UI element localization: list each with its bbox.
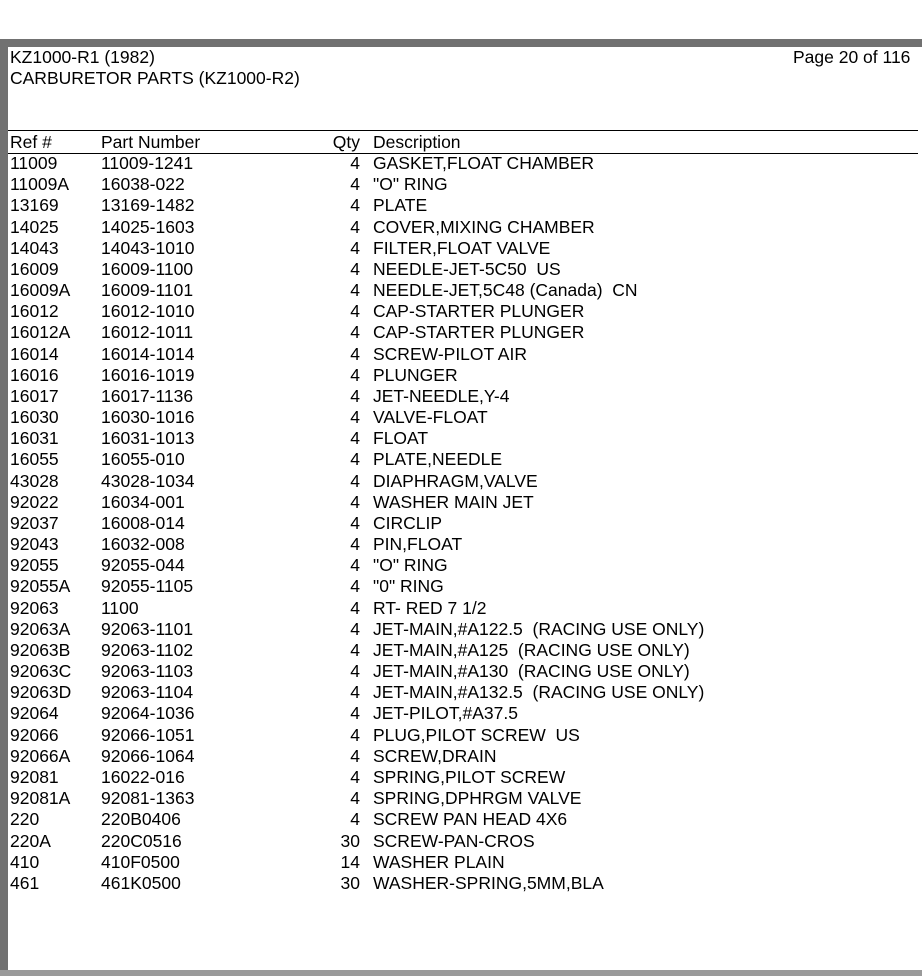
qty-cell: 4 [350, 766, 360, 787]
part-number-cell: 16016-1019 [101, 364, 195, 385]
part-number-cell: 16034-001 [101, 491, 185, 512]
part-number-cell: 92066-1051 [101, 724, 195, 745]
table-row [8, 809, 918, 830]
ref-cell: 14025 [10, 216, 59, 237]
table-row [8, 746, 918, 767]
ref-cell: 16017 [10, 385, 59, 406]
part-number-cell: 16031-1013 [101, 428, 195, 449]
table-row [8, 428, 918, 449]
ref-cell: 92081A [10, 788, 71, 809]
viewer-top-band [0, 0, 922, 39]
qty-cell: 4 [350, 174, 360, 195]
table-row [8, 788, 918, 809]
description-cell: WASHER-SPRING,5MM,BLA [373, 872, 604, 893]
qty-cell: 4 [350, 343, 360, 364]
qty-cell: 4 [350, 639, 360, 660]
part-number-cell: 16017-1136 [101, 385, 194, 406]
table-row [8, 386, 918, 407]
viewer-frame-left [0, 39, 8, 976]
qty-cell: 4 [350, 280, 360, 301]
table-row [8, 852, 918, 873]
description-cell: JET-PILOT,#A37.5 [373, 703, 518, 724]
ref-cell: 461 [10, 872, 40, 893]
part-number-cell: 92063-1104 [101, 682, 194, 703]
part-number-cell: 92066-1064 [101, 745, 195, 766]
description-cell: CAP-STARTER PLUNGER [373, 322, 585, 343]
part-number-cell: 410F0500 [101, 851, 180, 872]
table-row [8, 725, 918, 746]
description-cell: "0" RING [373, 576, 444, 597]
part-number-cell: 92063-1103 [101, 661, 194, 682]
ref-cell: 92022 [10, 491, 59, 512]
ref-cell: 16012 [10, 301, 59, 322]
qty-cell: 4 [350, 597, 360, 618]
description-cell: RT- RED 7 1/2 [373, 597, 487, 618]
ref-cell: 92043 [10, 534, 59, 555]
column-header-qty: Qty [332, 132, 360, 152]
ref-cell: 16055 [10, 449, 59, 470]
part-number-cell: 1100 [101, 597, 139, 618]
part-number-cell: 92063-1101 [101, 618, 194, 639]
table-row [8, 661, 918, 682]
qty-cell: 4 [350, 216, 360, 237]
part-number-cell: 16012-1011 [101, 322, 194, 343]
ref-cell: 92066A [10, 745, 71, 766]
description-cell: PLATE [373, 195, 428, 216]
qty-cell: 4 [350, 470, 360, 491]
table-row [8, 703, 918, 724]
qty-cell: 4 [350, 301, 360, 322]
table-row [8, 640, 918, 661]
description-cell: WASHER PLAIN [373, 851, 505, 872]
description-cell: DIAPHRAGM,VALVE [373, 470, 538, 491]
ref-cell: 92063D [10, 682, 72, 703]
table-row [8, 598, 918, 619]
table-row [8, 767, 918, 788]
ref-cell: 16012A [10, 322, 71, 343]
description-cell: SCREW PAN HEAD 4X6 [373, 809, 568, 830]
qty-cell: 4 [350, 322, 360, 343]
ref-cell: 14043 [10, 237, 59, 258]
ref-cell: 43028 [10, 470, 59, 491]
document-title: KZ1000-R1 (1982) [10, 47, 155, 67]
part-number-cell: 220C0516 [101, 830, 182, 851]
table-row [8, 619, 918, 640]
table-row [8, 217, 918, 238]
description-cell: COVER,MIXING CHAMBER [373, 216, 595, 237]
qty-cell: 4 [350, 153, 360, 173]
qty-cell: 4 [350, 258, 360, 279]
table-row [8, 534, 918, 555]
qty-cell: 4 [350, 512, 360, 533]
ref-cell: 16031 [10, 428, 59, 449]
description-cell: "O" RING [373, 555, 448, 576]
qty-cell: 4 [350, 809, 360, 830]
ref-cell: 13169 [10, 195, 59, 216]
viewer-frame-bottom [0, 970, 922, 976]
description-cell: JET-MAIN,#A122.5 (RACING USE ONLY) [373, 618, 705, 639]
table-row [8, 174, 918, 195]
description-cell: VALVE-FLOAT [373, 407, 488, 428]
ref-cell: 220 [10, 809, 40, 830]
qty-cell: 4 [350, 555, 360, 576]
description-cell: "O" RING [373, 174, 448, 195]
ref-cell: 16009 [10, 258, 59, 279]
ref-cell: 220A [10, 830, 51, 851]
qty-cell: 4 [350, 788, 360, 809]
part-number-cell: 461K0500 [101, 872, 181, 893]
column-header-description: Description [373, 132, 461, 152]
qty-cell: 4 [350, 534, 360, 555]
qty-cell: 4 [350, 576, 360, 597]
qty-cell: 30 [340, 872, 360, 893]
part-number-cell: 16022-016 [101, 766, 185, 787]
part-number-cell: 11009-1241 [101, 153, 194, 173]
table-row [8, 153, 918, 174]
ref-cell: 92066 [10, 724, 59, 745]
part-number-cell: 92063-1102 [101, 639, 194, 660]
table-row [8, 682, 918, 703]
qty-cell: 30 [340, 830, 360, 851]
qty-cell: 4 [350, 428, 360, 449]
table-row [8, 449, 918, 470]
description-cell: PLUG,PILOT SCREW US [373, 724, 580, 745]
description-cell: SPRING,PILOT SCREW [373, 766, 566, 787]
parts-table [8, 153, 918, 894]
part-number-cell: 92081-1363 [101, 788, 195, 809]
table-row [8, 873, 918, 894]
part-number-cell: 220B0406 [101, 809, 181, 830]
qty-cell: 4 [350, 724, 360, 745]
description-cell: JET-MAIN,#A132.5 (RACING USE ONLY) [373, 682, 705, 703]
description-cell: JET-MAIN,#A130 (RACING USE ONLY) [373, 661, 690, 682]
description-cell: PLATE,NEEDLE [373, 449, 503, 470]
page-number: Page 20 of 116 [793, 47, 911, 67]
qty-cell: 4 [350, 491, 360, 512]
description-cell: GASKET,FLOAT CHAMBER [373, 153, 595, 173]
description-cell: CAP-STARTER PLUNGER [373, 301, 585, 322]
header-rule-top [8, 130, 918, 131]
table-row [8, 555, 918, 576]
ref-cell: 16014 [10, 343, 59, 364]
table-row [8, 407, 918, 428]
description-cell: SCREW-PAN-CROS [373, 830, 535, 851]
table-row [8, 344, 918, 365]
qty-cell: 4 [350, 385, 360, 406]
description-cell: SCREW,DRAIN [373, 745, 497, 766]
part-number-cell: 16014-1014 [101, 343, 195, 364]
part-number-cell: 16009-1100 [101, 258, 194, 279]
part-number-cell: 92055-1105 [101, 576, 194, 597]
qty-cell: 14 [340, 851, 360, 872]
description-cell: FILTER,FLOAT VALVE [373, 237, 551, 258]
qty-cell: 4 [350, 449, 360, 470]
part-number-cell: 16009-1101 [101, 280, 194, 301]
qty-cell: 4 [350, 703, 360, 724]
part-number-cell: 16008-014 [101, 512, 185, 533]
ref-cell: 16016 [10, 364, 59, 385]
table-row [8, 259, 918, 280]
description-cell: WASHER MAIN JET [373, 491, 534, 512]
ref-cell: 92037 [10, 512, 59, 533]
description-cell: PLUNGER [373, 364, 458, 385]
part-number-cell: 14043-1010 [101, 237, 195, 258]
viewer-frame-top [0, 39, 922, 47]
table-row [8, 471, 918, 492]
description-cell: PIN,FLOAT [373, 534, 463, 555]
table-row [8, 831, 918, 852]
ref-cell: 92063A [10, 618, 71, 639]
table-row [8, 492, 918, 513]
table-row [8, 513, 918, 534]
part-number-cell: 16055-010 [101, 449, 185, 470]
ref-cell: 92064 [10, 703, 59, 724]
table-row [8, 238, 918, 259]
ref-cell: 92063C [10, 661, 72, 682]
description-cell: FLOAT [373, 428, 429, 449]
ref-cell: 92055 [10, 555, 59, 576]
description-cell: SCREW-PILOT AIR [373, 343, 527, 364]
table-row [8, 365, 918, 386]
qty-cell: 4 [350, 618, 360, 639]
part-number-cell: 14025-1603 [101, 216, 195, 237]
qty-cell: 4 [350, 407, 360, 428]
part-number-cell: 16012-1010 [101, 301, 195, 322]
document-page [8, 47, 922, 970]
table-row [8, 322, 918, 343]
part-number-cell: 43028-1034 [101, 470, 195, 491]
ref-cell: 92063 [10, 597, 59, 618]
description-cell: NEEDLE-JET-5C50 US [373, 258, 561, 279]
column-header-part-number: Part Number [101, 132, 201, 152]
qty-cell: 4 [350, 364, 360, 385]
column-header-ref: Ref # [10, 132, 52, 152]
ref-cell: 11009A [10, 174, 70, 195]
ref-cell: 92063B [10, 639, 71, 660]
ref-cell: 410 [10, 851, 40, 872]
part-number-cell: 92064-1036 [101, 703, 195, 724]
qty-cell: 4 [350, 195, 360, 216]
qty-cell: 4 [350, 237, 360, 258]
document-subtitle: CARBURETOR PARTS (KZ1000-R2) [10, 68, 300, 88]
part-number-cell: 92055-044 [101, 555, 185, 576]
part-number-cell: 16038-022 [101, 174, 185, 195]
ref-cell: 92055A [10, 576, 71, 597]
qty-cell: 4 [350, 682, 360, 703]
qty-cell: 4 [350, 745, 360, 766]
ref-cell: 16030 [10, 407, 59, 428]
part-number-cell: 16032-008 [101, 534, 185, 555]
table-row [8, 301, 918, 322]
table-row [8, 195, 918, 216]
description-cell: NEEDLE-JET,5C48 (Canada) CN [373, 280, 638, 301]
description-cell: JET-MAIN,#A125 (RACING USE ONLY) [373, 639, 690, 660]
description-cell: JET-NEEDLE,Y-4 [373, 385, 510, 406]
description-cell: CIRCLIP [373, 512, 443, 533]
qty-cell: 4 [350, 661, 360, 682]
table-row [8, 280, 918, 301]
ref-cell: 16009A [10, 280, 71, 301]
table-row [8, 576, 918, 597]
description-cell: SPRING,DPHRGM VALVE [373, 788, 582, 809]
part-number-cell: 16030-1016 [101, 407, 195, 428]
ref-cell: 92081 [10, 766, 59, 787]
part-number-cell: 13169-1482 [101, 195, 195, 216]
ref-cell: 11009 [10, 153, 58, 173]
